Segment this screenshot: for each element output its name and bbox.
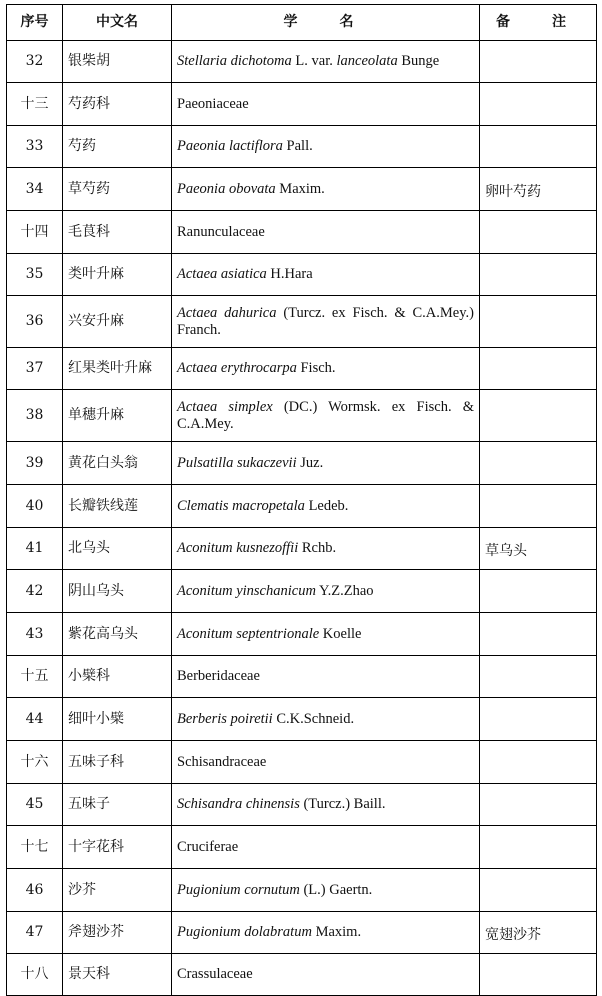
- cell-note: [480, 254, 597, 296]
- sci-name-author: Ledeb.: [304, 497, 349, 514]
- sci-name-italic: Stellaria dichotoma: [177, 53, 292, 69]
- cell-no: 47: [7, 912, 63, 954]
- cell-no: 十五: [7, 656, 63, 698]
- cell-note: [480, 126, 597, 168]
- cell-chinese-name: 小檗科: [63, 656, 172, 698]
- sci-name-author: Maxim.: [311, 924, 362, 940]
- cell-note: [480, 613, 597, 656]
- sci-name-author: C.K.Schneid.: [272, 710, 355, 727]
- cell-chinese-name: 芍药科: [63, 83, 172, 126]
- sci-name-italic: Pugionium dolabratum: [177, 924, 312, 940]
- table-row: [7, 698, 597, 741]
- cell-scientific-name: [172, 41, 480, 83]
- cell-no: 42: [7, 570, 63, 613]
- cell-scientific-name: [172, 954, 480, 996]
- sci-name-italic: Actaea dahurica: [177, 304, 277, 321]
- sci-name-author: Berberidaceae: [177, 668, 260, 684]
- sci-name-author: Schisandraceae: [177, 753, 267, 770]
- table-row: [7, 570, 597, 613]
- cell-no: 46: [7, 869, 63, 912]
- cell-scientific-name: [172, 211, 480, 254]
- cell-scientific-name: [172, 613, 480, 656]
- cell-scientific-name: [172, 784, 480, 826]
- cell-chinese-name: 五味子: [63, 784, 172, 826]
- table-row: [7, 528, 597, 570]
- table-row: [7, 741, 597, 784]
- cell-chinese-name: 沙芥: [63, 869, 172, 912]
- cell-note: [480, 784, 597, 826]
- cell-scientific-name: [172, 869, 480, 912]
- cell-note: [480, 741, 597, 784]
- table-body: [7, 41, 597, 996]
- sci-name-italic: Clematis macropetala: [177, 497, 305, 514]
- cell-scientific-name: [172, 826, 480, 869]
- cell-scientific-name: [172, 296, 480, 348]
- sci-name-author: Y.Z.Zhao: [315, 582, 374, 599]
- cell-note: [480, 485, 597, 528]
- cell-no: 十四: [7, 211, 63, 254]
- sci-name-author: Pall.: [282, 138, 313, 154]
- cell-note: [480, 211, 597, 254]
- sci-name-italic: Aconitum septentrionale: [177, 625, 320, 642]
- cell-chinese-name: 黄花白头翁: [63, 442, 172, 485]
- sci-name-italic: Schisandra chinensis: [177, 796, 300, 812]
- cell-note: [480, 869, 597, 912]
- sci-name-author: (Turcz. ex Fisch. & C.A.Mey.) Franch.: [177, 304, 474, 338]
- cell-scientific-name: [172, 348, 480, 390]
- cell-no: 45: [7, 784, 63, 826]
- cell-note: [480, 41, 597, 83]
- cell-chinese-name: 五味子科: [63, 741, 172, 784]
- sci-name-italic: Pugionium cornutum: [177, 881, 300, 898]
- sci-name-author: Rchb.: [298, 540, 337, 556]
- table-row: [7, 442, 597, 485]
- cell-no: 39: [7, 442, 63, 485]
- cell-scientific-name: [172, 168, 480, 211]
- header-sci: 学 名: [172, 5, 480, 41]
- cell-chinese-name: 长瓣铁线莲: [63, 485, 172, 528]
- header-row: [7, 5, 597, 41]
- cell-chinese-name: 斧翅沙芥: [63, 912, 172, 954]
- table-row: [7, 826, 597, 869]
- sci-name-italic: Aconitum kusnezoffii: [177, 540, 299, 556]
- table-row: [7, 83, 597, 126]
- table-row: [7, 954, 597, 996]
- sci-name-author: Juz.: [296, 454, 324, 471]
- sci-name-italic: Actaea erythrocarpa: [177, 360, 297, 376]
- cell-no: 十八: [7, 954, 63, 996]
- cell-note: [480, 698, 597, 741]
- cell-scientific-name: [172, 912, 480, 954]
- sci-name-italic: Berberis poiretii: [177, 710, 273, 727]
- cell-no: 38: [7, 390, 63, 442]
- sci-name-italic: Paeonia lactiflora: [177, 138, 283, 154]
- cell-note: [480, 296, 597, 348]
- cell-note: [480, 390, 597, 442]
- sci-name-italic: Actaea simplex: [177, 398, 273, 415]
- sci-name-author: Fisch.: [296, 360, 336, 376]
- cell-note: 卵叶芍药: [480, 168, 597, 211]
- sci-name-author: (DC.) Wormsk. ex Fisch. & C.A.Mey.: [177, 398, 474, 432]
- sci-name-author: H.Hara: [266, 266, 313, 282]
- sci-name-italic: Actaea asiatica: [177, 266, 267, 282]
- cell-scientific-name: [172, 656, 480, 698]
- cell-no: 44: [7, 698, 63, 741]
- cell-no: 43: [7, 613, 63, 656]
- cell-chinese-name: 银柴胡: [63, 41, 172, 83]
- sci-name-author: Maxim.: [275, 180, 325, 197]
- cell-chinese-name: 紫花高乌头: [63, 613, 172, 656]
- cell-note: [480, 826, 597, 869]
- cell-chinese-name: 单穗升麻: [63, 390, 172, 442]
- sci-name-author: Crassulaceae: [177, 966, 253, 982]
- cell-scientific-name: [172, 485, 480, 528]
- cell-note: 草乌头: [480, 528, 597, 570]
- cell-no: 33: [7, 126, 63, 168]
- cell-scientific-name: [172, 698, 480, 741]
- cell-chinese-name: 十字花科: [63, 826, 172, 869]
- cell-no: 32: [7, 41, 63, 83]
- cell-no: 36: [7, 296, 63, 348]
- table-row: [7, 613, 597, 656]
- cell-no: 十七: [7, 826, 63, 869]
- cell-no: 37: [7, 348, 63, 390]
- cell-scientific-name: [172, 528, 480, 570]
- cell-no: 34: [7, 168, 63, 211]
- sci-name-italic: lanceolata: [336, 53, 398, 69]
- header-no: 序号: [7, 5, 63, 41]
- header-note: 备 注: [480, 5, 597, 41]
- cell-chinese-name: 类叶升麻: [63, 254, 172, 296]
- cell-chinese-name: 景天科: [63, 954, 172, 996]
- table-row: [7, 869, 597, 912]
- cell-scientific-name: [172, 83, 480, 126]
- sci-name-italic: Paeonia obovata: [177, 180, 276, 197]
- cell-no: 十六: [7, 741, 63, 784]
- cell-scientific-name: [172, 390, 480, 442]
- cell-note: [480, 656, 597, 698]
- sci-name-author: (Turcz.) Baill.: [299, 796, 386, 812]
- sci-name-author: Paeoniaceae: [177, 95, 249, 112]
- cell-note: [480, 442, 597, 485]
- species-table: [6, 4, 597, 996]
- sci-name-author: Bunge: [397, 53, 440, 69]
- table-row: [7, 211, 597, 254]
- table-row: [7, 485, 597, 528]
- cell-chinese-name: 北乌头: [63, 528, 172, 570]
- table-row: [7, 296, 597, 348]
- sci-name-author: Cruciferae: [177, 838, 239, 855]
- table-row: [7, 41, 597, 83]
- sci-name-author: Ranunculaceae: [177, 223, 265, 240]
- cell-chinese-name: 阴山乌头: [63, 570, 172, 613]
- cell-note: 宽翅沙芥: [480, 912, 597, 954]
- cell-scientific-name: [172, 126, 480, 168]
- sci-name-italic: Aconitum yinschanicum: [177, 582, 316, 599]
- species-table-container: [6, 4, 596, 996]
- cell-note: [480, 570, 597, 613]
- sci-name-author: (L.) Gaertn.: [299, 881, 373, 898]
- cell-scientific-name: [172, 570, 480, 613]
- table-row: [7, 912, 597, 954]
- cell-chinese-name: 草芍药: [63, 168, 172, 211]
- sci-name-author: Koelle: [319, 625, 362, 642]
- cell-no: 40: [7, 485, 63, 528]
- cell-no: 十三: [7, 83, 63, 126]
- cell-scientific-name: [172, 254, 480, 296]
- header-cn: 中文名: [63, 5, 172, 41]
- cell-chinese-name: 红果类叶升麻: [63, 348, 172, 390]
- table-row: [7, 168, 597, 211]
- table-row: [7, 348, 597, 390]
- cell-scientific-name: [172, 442, 480, 485]
- cell-chinese-name: 细叶小檗: [63, 698, 172, 741]
- cell-no: 35: [7, 254, 63, 296]
- cell-note: [480, 348, 597, 390]
- cell-chinese-name: 芍药: [63, 126, 172, 168]
- table-row: [7, 254, 597, 296]
- table-row: [7, 390, 597, 442]
- cell-note: [480, 954, 597, 996]
- cell-chinese-name: 兴安升麻: [63, 296, 172, 348]
- table-row: [7, 784, 597, 826]
- sci-name-author: L. var.: [291, 53, 337, 69]
- cell-chinese-name: 毛茛科: [63, 211, 172, 254]
- cell-no: 41: [7, 528, 63, 570]
- table-row: [7, 126, 597, 168]
- sci-name-italic: Pulsatilla sukaczevii: [177, 454, 297, 471]
- cell-note: [480, 83, 597, 126]
- cell-scientific-name: [172, 741, 480, 784]
- table-row: [7, 656, 597, 698]
